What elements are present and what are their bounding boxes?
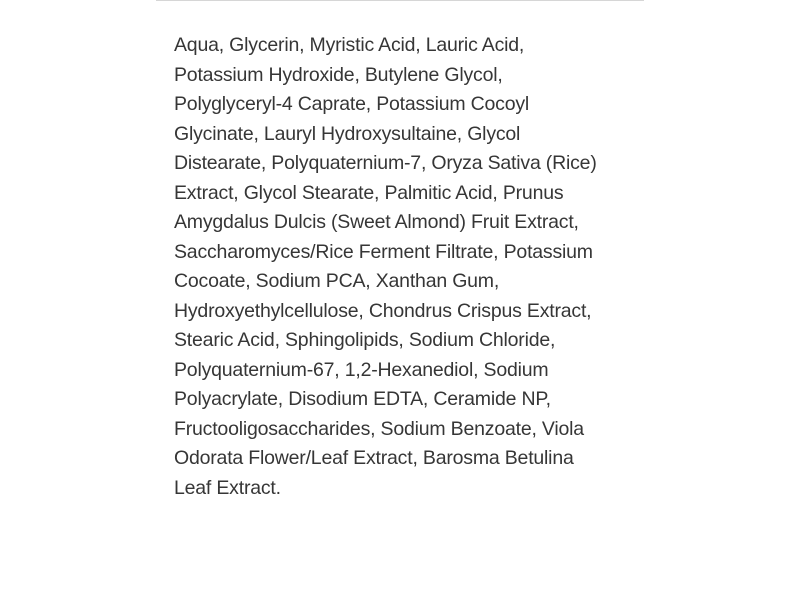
ingredients-line: Hydroxyethylcellulose, Chondrus Crispus Extract, xyxy=(174,299,592,322)
ingredients-line: Extract, Glycol Stearate, Palmitic Acid, Prunus xyxy=(174,181,564,204)
ingredients-line: Odorata Flower/Leaf Extract, Barosma Betulina xyxy=(174,447,574,469)
ingredients-line: Aqua, Glycerin, Myristic Acid, Lauric Acid, xyxy=(174,34,525,56)
ingredients-line: Cocoate, Sodium PCA, Xanthan Gum, xyxy=(174,270,500,292)
ingredients-line: Saccharomyces/Rice Ferment Filtrate, Potassium xyxy=(174,240,593,263)
ingredients-line: Polyquaternium-67, 1,2-Hexanediol, Sodium xyxy=(174,358,549,381)
ingredients-line: Stearic Acid, Sphingolipids, Sodium Chloride, xyxy=(174,329,556,351)
ingredients-line: Potassium Hydroxide, Butylene Glycol, xyxy=(174,63,503,86)
ingredients-paragraph xyxy=(174,31,626,503)
ingredients-line: Glycinate, Lauryl Hydroxysultaine, Glycol xyxy=(174,122,521,145)
ingredients-line: Fructooligosaccharides, Sodium Benzoate, Viola xyxy=(174,417,584,440)
ingredients-line: Leaf Extract. xyxy=(174,476,281,499)
ingredients-line: Polyglyceryl-4 Caprate, Potassium Cocoyl xyxy=(174,93,530,115)
ingredients-line: Distearate, Polyquaternium-7, Oryza Sativa (Rice) xyxy=(174,152,597,174)
ingredients-line: Amygdalus Dulcis (Sweet Almond) Fruit Extract, xyxy=(174,211,579,233)
ingredients-line: Polyacrylate, Disodium EDTA, Ceramide NP, xyxy=(174,388,551,410)
ingredients-section xyxy=(156,0,644,503)
